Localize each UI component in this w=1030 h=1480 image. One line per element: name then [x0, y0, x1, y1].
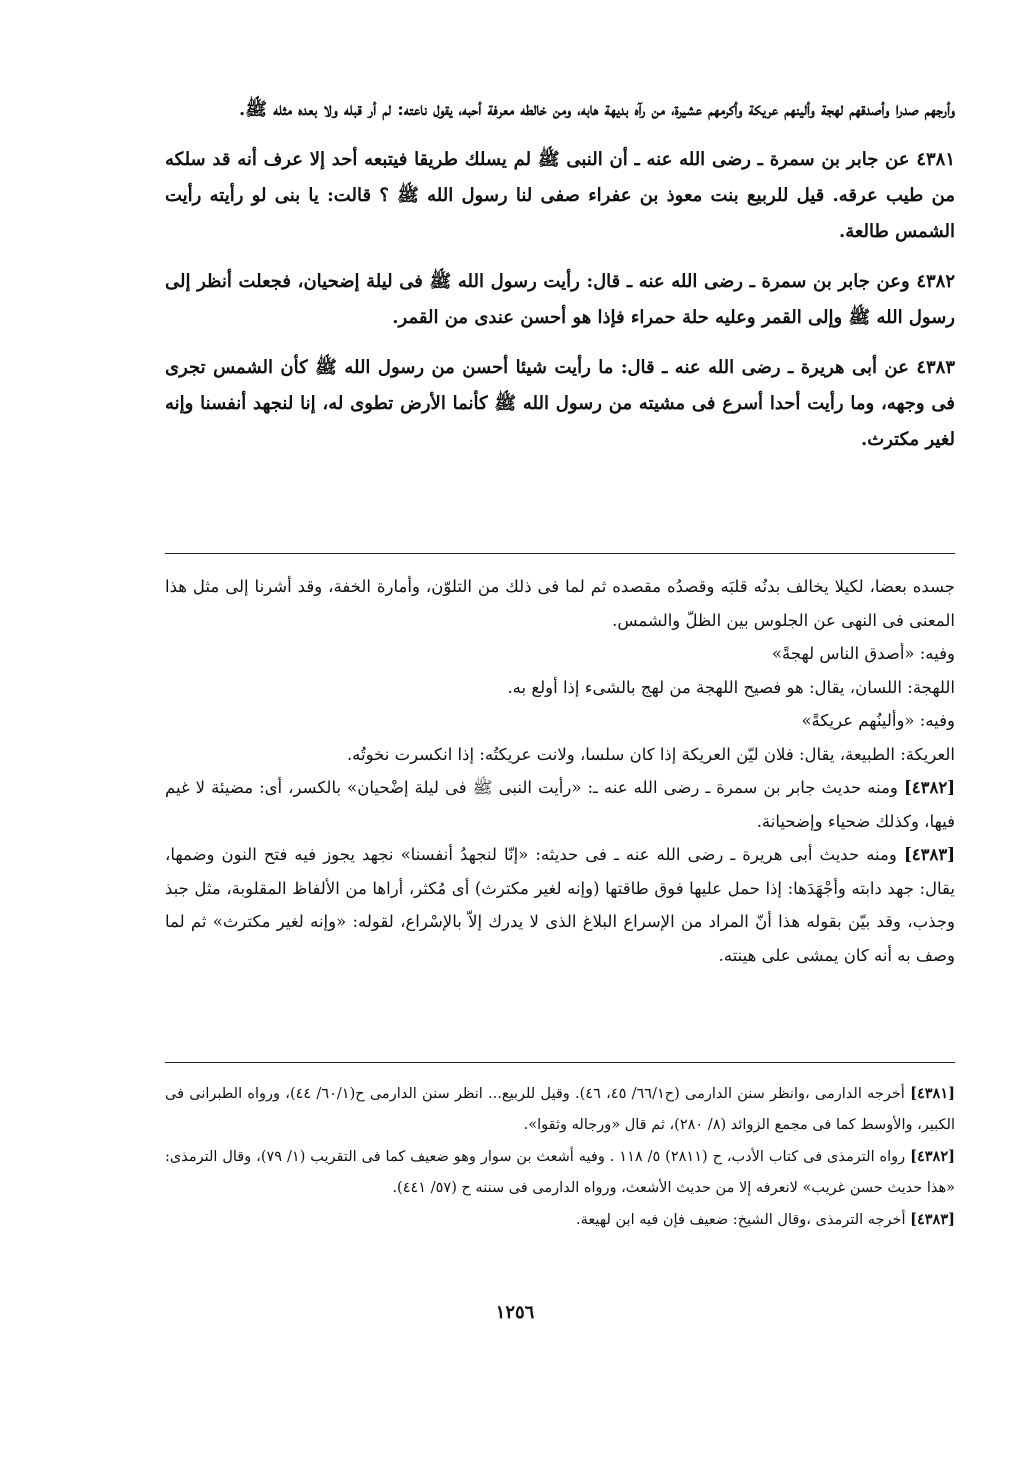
commentary-text: ومنه حديث أبى هريرة ـ رضى الله عنه ـ فى حديثه: «إنّا لنجهدُ أنفسنا» نجهد يجوز فيه فتح النون وضمها، يقال: جهد دابته وأجْهَدَها: إذا حمل عليها فوق طاقتها (وإنه لغير مكترث) أى مُكثر، أراها من الألفاظ المقلوبة، مثل جبذ وجذب، وقد بيّن بقوله هذا أنّ المراد من الإسراع البلاغ الذى لا يدرك إلاّ بالإسْراع، لقوله: «وإنه لغير مكترث» ثم لما وصف به أنه كان يمشى على هينته.: [165, 845, 955, 965]
footnote-number: [٤٣٨٣]: [910, 1211, 955, 1228]
hadith-4383: [165, 350, 955, 458]
footnote-text: أخرجه الدارمى ،وانظر سنن الدارمى (ح٦٦/١/ ٤٥، ٤٦). وقيل للربيع... انظر سنن الدارمى ح(٦٠/١/ ٤٤)، ورواه الطبرانى فى الكبير، والأوسط كما فى مجمع الزوائد (٨/ ٢٨٠)، ثم قال «ورجاله وثقوا».: [165, 1086, 955, 1133]
commentary-paragraph: العريكة: الطبيعة، يقال: فلان ليّن العريكة إذا كان سلسا، ولانت عريكتُه: إذا انكسرت نخوتُه.: [346, 744, 955, 764]
hadith-number: ٤٣٨١: [916, 149, 955, 170]
commentary-paragraph: [165, 838, 955, 972]
reference-number: [٤٣٨٢]: [903, 778, 956, 797]
footnote: [165, 1141, 955, 1204]
commentary-paragraph: اللهجة: اللسان، يقال: هو فصيح اللهجة من لهج بالشىء إذا أولع به.: [507, 677, 955, 697]
commentary-text: ومنه حديث جابر بن سمرة ـ رضى الله عنه ـ: «رأيت النبى ﷺ فى ليلة إضْحيان» بالكسر، أى: مضيئة لا غيم فيها، وكذلك ضحياء وإضحيانة.: [165, 778, 955, 831]
page-number: ١٢٥٦: [495, 1302, 535, 1323]
main-text: [165, 92, 955, 472]
footnotes: [165, 1078, 955, 1236]
paragraph-continuation: وأرجهم صدرا وأصدقهم لهجة وألينهم عريكة وأكرمهم عشيرة، من رآه بديهة هابه، ومن خالطه معرفة أحبه، يقول ناعته: لم أر قبله ولا بعده مثله ﷺ.: [238, 99, 955, 120]
footnote: [165, 1078, 955, 1141]
divider-line: [165, 553, 955, 554]
commentary-paragraph: [165, 771, 955, 838]
hadith-4382: [165, 264, 955, 336]
hadith-number: ٤٣٨٢: [916, 271, 955, 292]
hadith-text: عن أبى هريرة ـ رضى الله عنه ـ قال: ما رأيت شيئا أحسن من رسول الله ﷺ كأن الشمس تجرى فى وجهه، وما رأيت أحدا أسرع فى مشيته من رسول الله ﷺ كأنما الأرض تطوى له، إنا لنجهد أنفسنا وإنه لغير مكترث.: [165, 357, 955, 450]
hadith-text: عن جابر بن سمرة ـ رضى الله عنه ـ أن النبى ﷺ لم يسلك طريقا فيتبعه أحد إلا عرف أنه قد سلكه من طيب عرقه. قيل للربيع بنت معوذ بن عفراء صفى لنا رسول الله ﷺ ؟ قالت: يا بنى لو رأيته رأيت الشمس طالعة.: [165, 149, 955, 242]
footnote-number: [٤٣٨١]: [910, 1085, 955, 1102]
hadith-number: ٤٣٨٣: [916, 357, 955, 378]
commentary-paragraph: وفيه: «وألينُهم عريكةً»: [801, 711, 955, 730]
footnote: [165, 1204, 955, 1236]
hadith-4381: [165, 142, 955, 250]
footnote-text: رواه الترمذى فى كتاب الأدب، ح (٢٨١١) ٥/ ١١٨ . وفيه أشعث بن سوار وهو ضعيف كما فى التقريب (١/ ٧٩)، وقال الترمذى: «هذا حديث حسن غريب» لانعرفه إلا من حديث الأشعث، ورواه الدارمى فى سننه ح (٥٧/ ٤٤١).: [165, 1149, 955, 1196]
divider-line: [165, 1062, 955, 1063]
commentary-paragraph: وفيه: «أصدق الناس لهجةً»: [771, 644, 955, 663]
reference-number: [٤٣٨٣]: [903, 845, 956, 864]
footnote-text: أخرجه الترمذى ،وقال الشيخ: ضعيف فإن فيه ابن لهيعة.: [576, 1212, 906, 1228]
hadith-text: وعن جابر بن سمرة ـ رضى الله عنه ـ قال: رأيت رسول الله ﷺ فى ليلة إضحيان، فجعلت أنظر إلى رسول الله ﷺ وإلى القمر وعليه حلة حمراء فإذا هو أحسن عندى من القمر.: [165, 271, 955, 328]
footnote-number: [٤٣٨٢]: [910, 1148, 955, 1165]
commentary-paragraph: جسده بعضا، لكيلا يخالف بدنُه قلبَه وقصدُه مقصده ثم لما فى ذلك من التلوّن، وأمارة الخفة، وقد أشرنا إلى مثل هذا المعنى فى النهى عن الجلوس بين الظلّ والشمس.: [165, 577, 955, 630]
commentary-section: [165, 570, 955, 972]
